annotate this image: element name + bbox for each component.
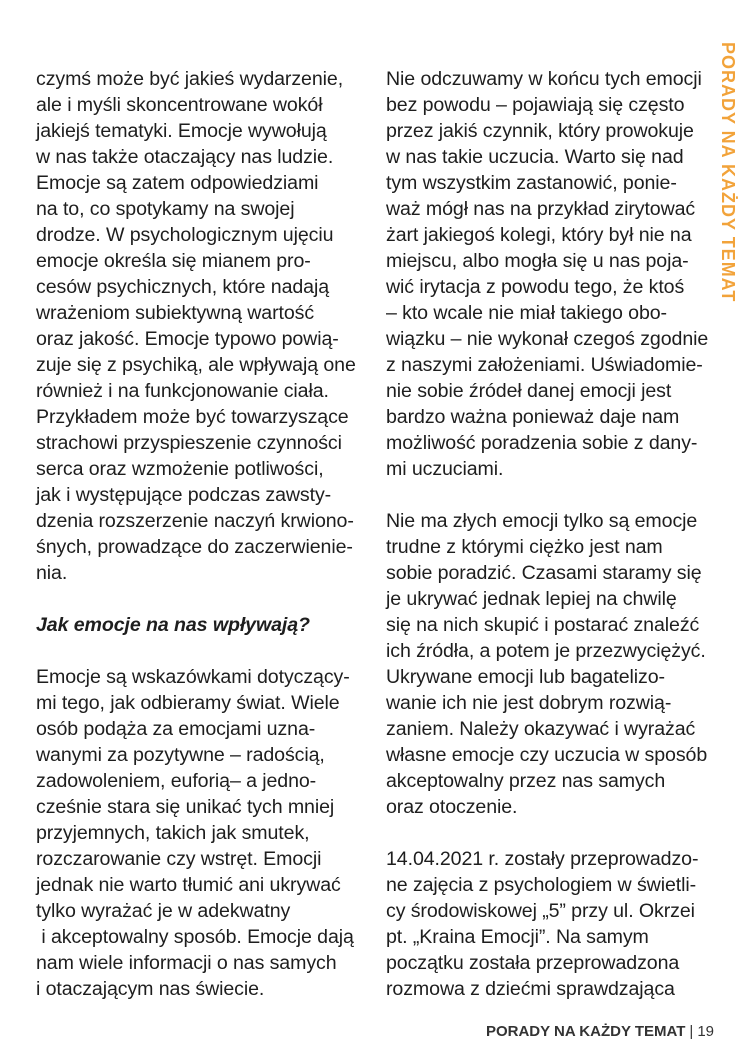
- text-line: nia.: [36, 562, 68, 584]
- text-line: żart jakiegoś kolegi, który był nie na: [386, 224, 692, 246]
- text-line: jakiejś tematyki. Emocje wywołują: [36, 120, 327, 142]
- text-line: Nie odczuwamy w końcu tych emocji: [386, 68, 702, 90]
- text-line: dzenia rozszerzenie naczyń krwiono-: [36, 510, 354, 532]
- text-line: je ukrywać jednak lepiej na chwilę: [386, 588, 677, 610]
- text-line: ale i myśli skoncentrowane wokół: [36, 94, 323, 116]
- text-line: przez jakiś czynnik, który prowokuje: [386, 120, 694, 142]
- text-line: mi uczuciami.: [386, 458, 504, 480]
- text-line: na to, co spotykamy na swojej: [36, 198, 295, 220]
- text-line: Przykładem może być towarzyszące: [36, 406, 349, 428]
- text-line: zadowoleniem, euforią– a jedno-: [36, 770, 317, 792]
- page-number: 19: [697, 1023, 714, 1040]
- text-line: z naszymi założeniami. Uświadomie-: [386, 354, 703, 376]
- text-line: bez powodu – pojawiają się często: [386, 94, 685, 116]
- text-line: mi tego, jak odbieramy świat. Wiele: [36, 692, 340, 714]
- text-line: przyjemnych, takich jak smutek,: [36, 822, 310, 844]
- text-line: 14.04.2021 r. zostały przeprowadzo-: [386, 848, 699, 870]
- text-line: waż mógł nas na przykład zirytować: [386, 198, 696, 220]
- section-side-tab: PORADY NA KAŻDY TEMAT: [718, 42, 738, 303]
- text-line: miejscu, albo mogła się u nas poja-: [386, 250, 689, 272]
- text-line: cześnie stara się unikać tych mniej: [36, 796, 335, 818]
- text-line: sobie poradzić. Czasami staramy się: [386, 562, 702, 584]
- text-line: nam wiele informacji o nas samych: [36, 952, 337, 974]
- text-line: wiązku – nie wykonał czegoś zgodnie: [386, 328, 709, 350]
- text-line: serca oraz wzmożenie potliwości,: [36, 458, 324, 480]
- text-line: emocje określa się mianem pro-: [36, 250, 311, 272]
- text-line: Nie ma złych emocji tylko są emocje: [386, 510, 698, 532]
- text-line: akceptowalny przez nas samych: [386, 770, 666, 792]
- text-line: ne zajęcia z psychologiem w świetli-: [386, 874, 697, 896]
- section-heading: Jak emocje na nas wpływają?: [36, 614, 310, 636]
- text-line: jak i występujące podczas zawsty-: [36, 484, 332, 506]
- text-line: Ukrywane emocji lub bagatelizo-: [386, 666, 665, 688]
- paragraph-gap: [36, 638, 376, 664]
- footer-title: PORADY NA KAŻDY TEMAT: [485, 1023, 686, 1040]
- text-line: i akceptowalny sposób. Emocje dają: [36, 926, 354, 948]
- text-line: możliwość poradzenia sobie z dany-: [386, 432, 698, 454]
- text-line: jednak nie warto tłumić ani ukrywać: [36, 874, 341, 896]
- text-line: również i na funkcjonowanie ciała.: [36, 380, 329, 402]
- text-line: bardzo ważna ponieważ daje nam: [386, 406, 680, 428]
- text-line: zuje się z psychiką, ale wpływają one: [36, 354, 356, 376]
- text-line: rozczarowanie czy wstręt. Emocji: [36, 848, 322, 870]
- left-column: [36, 66, 376, 1002]
- text-line: wanie ich nie jest dobrym rozwią-: [386, 692, 672, 714]
- text-line: wrażeniom subiektywną wartość: [36, 302, 315, 324]
- right-column: [386, 66, 716, 1002]
- text-line: ich źródła, a potem je przezwyciężyć.: [386, 640, 706, 662]
- text-line: się na nich skupić i postarać znaleźć: [386, 614, 700, 636]
- text-line: w nas także otaczający nas ludzie.: [36, 146, 334, 168]
- text-line: nie sobie źródeł danej emocji jest: [386, 380, 672, 402]
- text-line: rozmowa z dziećmi sprawdzająca: [386, 978, 675, 1000]
- text-line: śnych, prowadzące do zaczerwienie-: [36, 536, 353, 558]
- text-line: Emocje są zatem odpowiedziami: [36, 172, 319, 194]
- text-line: w nas takie uczucia. Warto się nad: [386, 146, 684, 168]
- text-line: oraz jakość. Emocje typowo powią-: [36, 328, 339, 350]
- text-line: własne emocje czy uczucia w sposób: [386, 744, 708, 766]
- text-line: wanymi za pozytywne – radością,: [36, 744, 325, 766]
- paragraph-gap: [386, 482, 716, 508]
- text-line: osób podąża za emocjami uzna-: [36, 718, 316, 740]
- text-line: trudne z którymi ciężko jest nam: [386, 536, 663, 558]
- paragraph-gap: [386, 820, 716, 846]
- text-line: drodze. W psychologicznym ujęciu: [36, 224, 334, 246]
- text-line: Emocje są wskazówkami dotyczący-: [36, 666, 350, 688]
- text-line: czymś może być jakieś wydarzenie,: [36, 68, 344, 90]
- paragraph-gap: [36, 586, 376, 612]
- text-line: wić irytacja z powodu tego, że ktoś: [386, 276, 685, 298]
- text-line: – kto wcale nie miał takiego obo-: [386, 302, 667, 324]
- page-footer: [486, 1023, 714, 1040]
- footer-separator: |: [689, 1023, 694, 1040]
- text-line: tylko wyrażać je w adekwatny: [36, 900, 291, 922]
- text-line: cesów psychicznych, które nadają: [36, 276, 330, 298]
- text-line: początku została przeprowadzona: [386, 952, 680, 974]
- text-line: cy środowiskowej „5” przy ul. Okrzei: [386, 900, 695, 922]
- text-line: tym wszystkim zastanowić, ponie-: [386, 172, 677, 194]
- text-line: strachowi przyspieszenie czynności: [36, 432, 342, 454]
- text-line: pt. „Kraina Emocji”. Na samym: [386, 926, 649, 948]
- text-line: oraz otoczenie.: [386, 796, 518, 818]
- text-line: zaniem. Należy okazywać i wyrażać: [386, 718, 696, 740]
- text-line: i otaczającym nas świecie.: [36, 978, 265, 1000]
